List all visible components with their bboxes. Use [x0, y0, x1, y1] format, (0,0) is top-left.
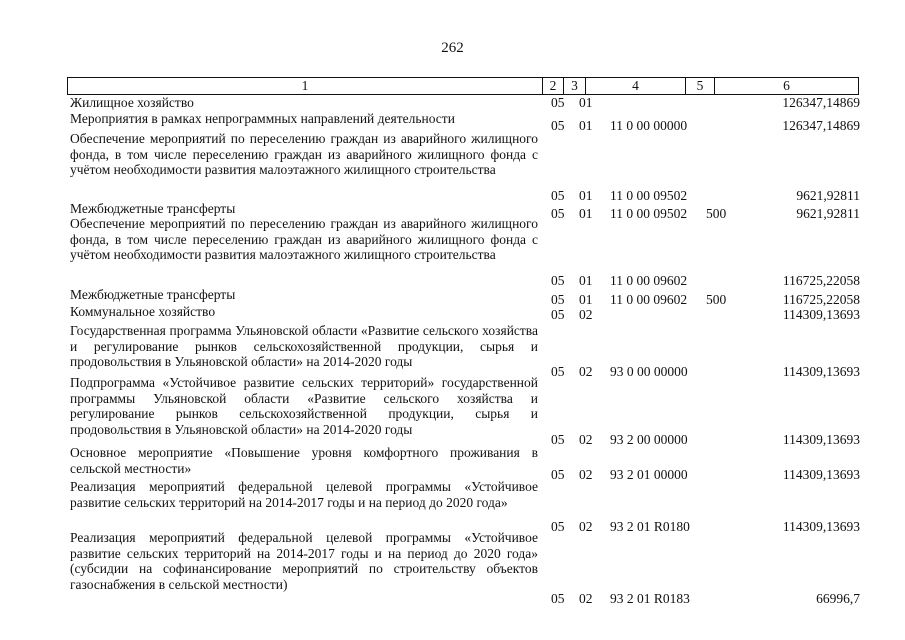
row-subsection: 01 — [579, 94, 593, 110]
row-description: Подпрограмма «Устойчивое развитие сельских территорий» государственной программы Ульяновской области «Развитие сельского хозяйства и регулирование рынков сельскохозяйственной продукции, сырья и продовольствия в Ульяновской области» на 2014-2020 годы — [70, 375, 538, 437]
row-subsection: 01 — [579, 117, 593, 133]
row-section: 05 — [551, 291, 565, 307]
row-amount: 9621,92811 — [796, 187, 860, 203]
column-header-6: 6 — [715, 78, 859, 95]
row-amount: 9621,92811 — [796, 205, 860, 221]
column-header-1: 1 — [68, 78, 543, 95]
row-section: 05 — [551, 117, 565, 133]
table-row — [70, 530, 860, 606]
column-header-5: 5 — [686, 78, 715, 95]
row-description: Основное мероприятие «Повышение уровня комфортного проживания в сельской местности» — [70, 445, 538, 476]
row-section: 05 — [551, 272, 565, 288]
table-row — [70, 95, 860, 110]
row-target-code: 11 0 00 09602 — [610, 272, 688, 288]
row-expense-type: 500 — [706, 291, 727, 307]
table-row — [70, 445, 860, 482]
row-amount: 114309,13693 — [782, 363, 860, 379]
row-description: Коммунальное хозяйство — [70, 304, 216, 319]
row-expense-type: 500 — [706, 205, 727, 221]
row-amount: 116725,22058 — [782, 272, 860, 288]
row-description: Реализация мероприятий федеральной целевой программы «Устойчивое развитие сельских территорий на 2014-2017 годы и на период до 2020 года» (субсидии на софинансирование мероприятий по строительству объектов газоснабжения в сельской местности) — [70, 530, 538, 592]
row-amount: 114309,13693 — [782, 431, 860, 447]
row-target-code: 93 2 01 R0180 — [610, 518, 690, 534]
row-section: 05 — [551, 466, 565, 482]
row-target-code: 11 0 00 09502 — [610, 187, 688, 203]
row-amount: 66996,7 — [816, 590, 860, 606]
page-number: 262 — [441, 40, 464, 56]
row-subsection: 02 — [579, 518, 593, 534]
row-subsection: 01 — [579, 272, 593, 288]
row-section: 05 — [551, 518, 565, 534]
row-section: 05 — [551, 306, 565, 322]
row-target-code: 93 2 01 R0183 — [610, 590, 690, 606]
table-row — [70, 111, 860, 133]
row-description: Обеспечение мероприятий по переселению граждан из аварийного жилищного фонда, в том числе переселению граждан из аварийного жилищного фонда с учётом необходимости развития малоэтажного жилищного строительства — [70, 131, 538, 177]
row-description: Мероприятия в рамках непрограммных направлений деятельности — [70, 111, 455, 126]
row-amount: 114309,13693 — [782, 518, 860, 534]
table-row — [70, 304, 860, 322]
row-target-code: 11 0 00 09602 — [610, 291, 688, 307]
row-description: Обеспечение мероприятий по переселению граждан из аварийного жилищного фонда, в том числе переселению граждан из аварийного жилищного фонда с учётом необходимости развития малоэтажного жилищного строительства — [70, 216, 538, 262]
row-section: 05 — [551, 205, 565, 221]
column-header-2: 2 — [543, 78, 564, 95]
row-amount: 116725,22058 — [782, 291, 860, 307]
table-row — [70, 131, 860, 203]
row-section: 05 — [551, 363, 565, 379]
row-subsection: 02 — [579, 466, 593, 482]
row-amount: 114309,13693 — [782, 466, 860, 482]
row-subsection: 02 — [579, 363, 593, 379]
row-target-code: 93 0 00 00000 — [610, 363, 688, 379]
row-description: Реализация мероприятий федеральной целевой программы «Устойчивое развитие сельских территорий на 2014-2017 годы и на период до 2020 года» — [70, 479, 538, 510]
table-header — [67, 77, 859, 95]
row-subsection: 02 — [579, 306, 593, 322]
column-header-3: 3 — [564, 78, 586, 95]
row-target-code: 93 2 01 00000 — [610, 466, 688, 482]
row-subsection: 01 — [579, 187, 593, 203]
row-amount: 114309,13693 — [782, 306, 860, 322]
row-description: Межбюджетные трансферты — [70, 287, 236, 302]
row-description: Межбюджетные трансферты — [70, 201, 236, 216]
row-amount: 126347,14869 — [782, 117, 860, 133]
row-section: 05 — [551, 187, 565, 203]
row-section: 05 — [551, 590, 565, 606]
row-target-code: 93 2 00 00000 — [610, 431, 688, 447]
table-row — [70, 479, 860, 534]
row-description: Жилищное хозяйство — [70, 95, 194, 110]
row-amount: 126347,14869 — [782, 94, 860, 110]
table-row — [70, 375, 860, 447]
row-target-code: 11 0 00 09502 — [610, 205, 688, 221]
row-subsection: 01 — [579, 291, 593, 307]
row-target-code: 11 0 00 00000 — [610, 117, 688, 133]
row-section: 05 — [551, 94, 565, 110]
row-subsection: 02 — [579, 590, 593, 606]
table-row — [70, 323, 860, 379]
row-subsection: 01 — [579, 205, 593, 221]
row-subsection: 02 — [579, 431, 593, 447]
row-description: Государственная программа Ульяновской области «Развитие сельского хозяйства и регулирование рынков сельскохозяйственной продукции, сырья и продовольствия в Ульяновской области» на 2014-2020 годы — [70, 323, 538, 369]
row-section: 05 — [551, 431, 565, 447]
table-header-row — [68, 78, 859, 95]
table-row — [70, 216, 860, 288]
column-header-4: 4 — [586, 78, 686, 95]
